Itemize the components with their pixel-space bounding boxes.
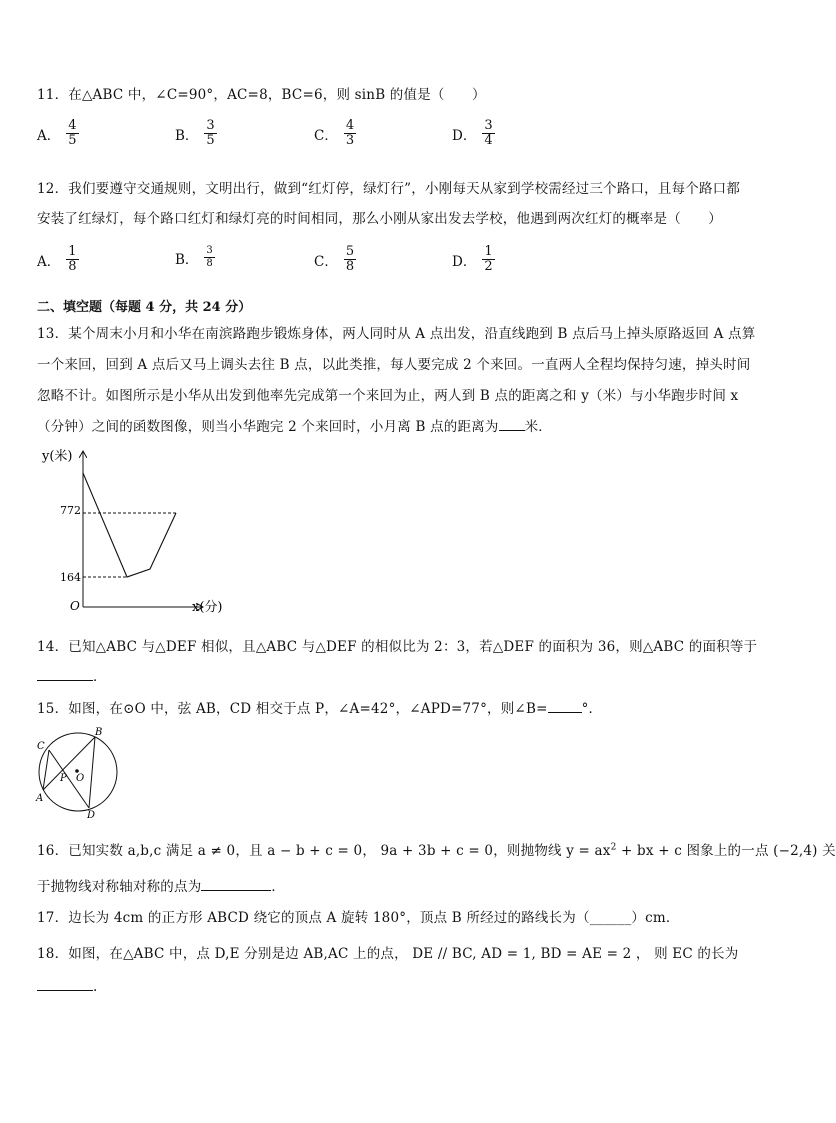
q15-end: °．	[581, 701, 603, 717]
numerator: 3	[206, 245, 213, 256]
option-label: A．	[37, 253, 61, 270]
y-axis-label: y(米)	[42, 449, 73, 464]
q18-line2	[37, 979, 98, 995]
answer-blank[interactable]	[37, 990, 93, 991]
option-label: C．	[314, 127, 338, 144]
section-heading: 二、填空题（每题 4 分，共 24 分）	[37, 300, 252, 315]
q13-line4-text: （分钟）之间的函数图像，则当小华跑完 2 个来回时，小月离 B 点的距离为	[37, 419, 499, 435]
q14-line1: 14．已知△ABC 与△DEF 相似，且△ABC 与△DEF 的相似比为 2：3，若△DEF 的面积为 36，则△ABC 的面积等于	[37, 639, 758, 655]
q13-line1: 13．某个周末小月和小华在南滨路跑步锻炼身体，两人同时从 A 点出发，沿直线跑到 B 点后马上掉头原路返回 A 点算	[37, 326, 756, 342]
q16-text-a: 16．已知实数 a,b,c 满足 a ≠ 0，且 a − b + c = 0， 9a + 3b + c = 0，则抛物线 y = ax	[37, 843, 611, 859]
origin-label: O	[70, 599, 80, 613]
q13-line2: 一个来回，回到 A 点后又马上调头去往 B 点，以此类推，每人要完成 2 个来回。一直两人全程均保持匀速，掉头时间	[37, 357, 751, 373]
option-label: D．	[452, 253, 477, 270]
numerator: 1	[68, 244, 77, 259]
label-p: P	[60, 773, 67, 784]
answer-blank[interactable]	[37, 680, 93, 681]
q12-option-a[interactable]	[37, 245, 79, 274]
q11-option-d[interactable]	[452, 119, 495, 148]
q11-option-c[interactable]	[314, 119, 356, 148]
label-c: C	[37, 741, 45, 752]
q13-function-graph	[30, 440, 250, 625]
q16-line2-text: 于抛物线对称轴对称的点为	[37, 879, 202, 895]
denominator: 5	[68, 133, 77, 148]
q11-stem: 11．在△ABC 中，∠C=90°，AC=8，BC=6，则 sinB 的值是（ ）	[37, 87, 486, 103]
q15-text: 15．如图，在⊙O 中，弦 AB，CD 相交于点 P，∠A=42°，∠APD=77°，则∠B=	[37, 701, 548, 717]
q12-line1: 12．我们要遵守交通规则，文明出行，做到“红灯停，绿灯行”，小刚每天从家到学校需经过三个路口，且每个路口都	[37, 181, 741, 197]
q13-line4	[37, 415, 552, 435]
numerator: 4	[345, 118, 355, 133]
q12-option-b[interactable]	[175, 245, 215, 270]
denominator: 8	[345, 259, 355, 274]
denominator: 8	[68, 259, 77, 274]
denominator: 2	[484, 259, 493, 274]
q13-line4-end: 米．	[524, 419, 552, 435]
q16-text-b: + bx + c 图象上的一点 (−2,4) 关	[616, 843, 836, 859]
label-d: D	[87, 810, 96, 821]
segment-ac	[43, 750, 49, 790]
q18-line1: 18．如图，在△ABC 中，点 D,E 分别是边 AB,AC 上的点， DE // BC, AD = 1, BD = AE = 2 ， 则 EC 的长为	[37, 946, 739, 962]
option-label: C．	[314, 253, 338, 270]
function-line	[83, 473, 176, 577]
q13-line3: 忽略不计。如图所示是小华从出发到他率先完成第一个来回为止，两人到 B 点的距离之和 y（米）与小华跑步时间 x	[37, 388, 739, 404]
option-label: B．	[175, 251, 199, 268]
option-label: D．	[452, 127, 477, 144]
numerator: 3	[206, 118, 215, 133]
answer-blank[interactable]	[548, 712, 582, 713]
numerator: 4	[68, 118, 77, 133]
option-label: A．	[37, 127, 61, 144]
denominator: 5	[206, 133, 215, 148]
numerator: 1	[484, 244, 493, 259]
segment-bd	[89, 737, 95, 808]
x-axis-label: x(分)	[192, 600, 223, 615]
exponent: 2	[610, 842, 617, 853]
q11-option-b[interactable]	[175, 119, 217, 148]
q16-line2	[37, 875, 285, 895]
q16-line1	[37, 839, 836, 859]
q15-stem	[37, 697, 602, 717]
label-a: A	[36, 793, 44, 804]
chord-ab	[43, 737, 95, 790]
label-b: B	[95, 727, 103, 738]
q12-option-c[interactable]	[314, 245, 356, 274]
numerator: 5	[345, 244, 355, 259]
tick-164: 164	[60, 571, 81, 584]
q17-stem: 17．边长为 4cm 的正方形 ABCD 绕它的顶点 A 旋转 180°，顶点 B 所经过的路线长为（______）cm．	[37, 910, 680, 926]
tick-772: 772	[60, 504, 81, 517]
answer-blank[interactable]	[201, 890, 271, 891]
answer-blank[interactable]	[499, 430, 525, 431]
label-o: O	[76, 773, 85, 784]
q14-line2	[37, 665, 107, 685]
q18-line2-end: .	[93, 979, 98, 995]
q16-line2-end: ．	[271, 879, 286, 895]
q15-circle-figure	[32, 724, 122, 820]
denominator: 4	[484, 133, 493, 148]
q11-option-a[interactable]	[37, 119, 79, 148]
q14-line2-end: ．	[93, 669, 107, 685]
q12-line2: 安装了红绿灯，每个路口红灯和绿灯亮的时间相同，那么小刚从家出发去学校，他遇到两次红灯的概率是（ ）	[37, 211, 722, 227]
denominator: 8	[206, 258, 213, 269]
option-label: B．	[175, 127, 199, 144]
denominator: 3	[345, 133, 355, 148]
numerator: 3	[484, 118, 493, 133]
q12-option-d[interactable]	[452, 245, 495, 274]
